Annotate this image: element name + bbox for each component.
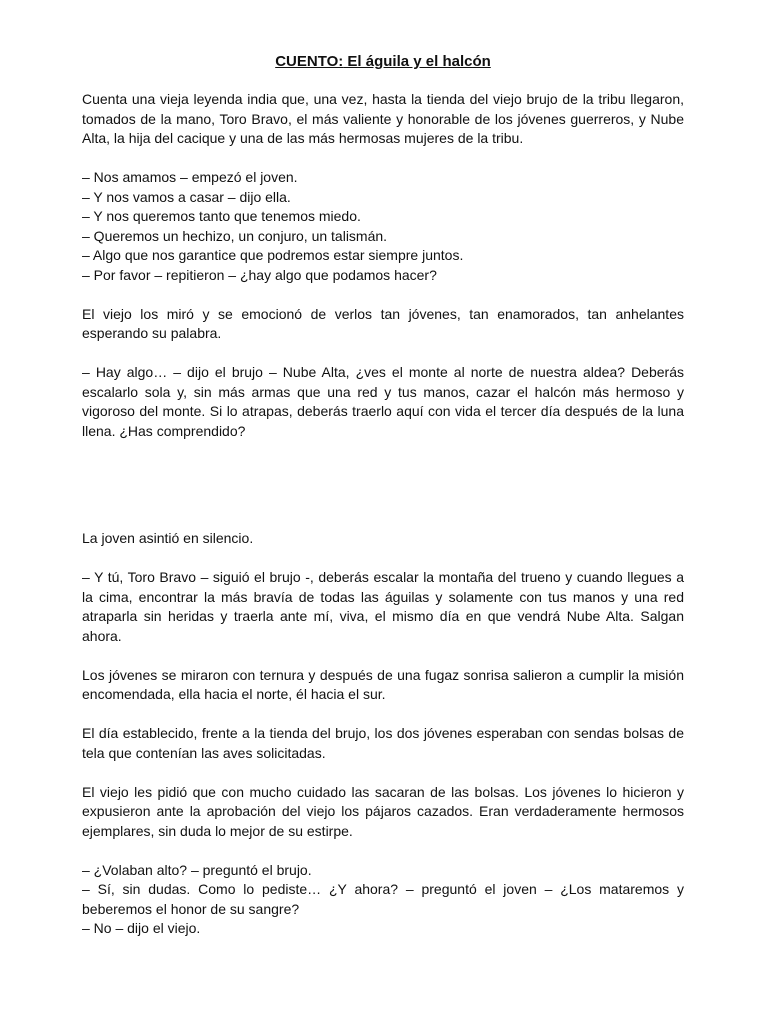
paragraph-assent: La joven asintió en silencio.: [82, 530, 254, 546]
dialogue-line: – Y nos vamos a casar – dijo ella.: [82, 188, 291, 205]
paragraph-birds: El viejo les pidió que con mucho cuidado las sacaran de las bolsas. Los jóvenes lo hicieron y expusieron ante la aprobación del viejo los pájaros cazados. Eran verdaderamente hermosos ejemplares, sin duda lo mejor de su estirpe.: [82, 783, 684, 839]
dialogue-line: – Sí, sin dudas. Como lo pediste… ¿Y ahora? – preguntó el joven – ¿Los mataremos y beberemos el honor de su sangre?: [82, 881, 684, 917]
dialogue-line: – Queremos un hechizo, un conjuro, un talismán.: [82, 227, 388, 244]
paragraph-departure: Los jóvenes se miraron con ternura y después de una fugaz sonrisa salieron a cumplir la misión encomendada, ella hacia el norte, él hacia el sur.: [82, 666, 684, 702]
paragraph-brujo-instruction: – Hay algo… – dijo el brujo – Nube Alta, ¿ves el monte al norte de nuestra aldea? Deberás escalarlo sola y, sin más armas que una red y tus manos, cazar el halcón más hermoso y vigoroso del monte. Si lo atrapas, deberás traerlo aquí con vida el tercer día después de la luna llena. ¿Has comprendido?: [82, 364, 684, 439]
paragraph-toro-bravo: – Y tú, Toro Bravo – siguió el brujo -, deberás escalar la montaña del trueno y cuando llegues a la cima, encontrar la más bravía de todas las águilas y solamente con tus manos y una red atraparla sin heridas y traerla ante mí, viva, el mismo día en que vendrá Nube Alta. Salgan ahora.: [82, 569, 684, 644]
title-prefix: CUENTO:: [275, 53, 344, 70]
paragraph-intro: Cuenta una vieja leyenda india que, una vez, hasta la tienda del viejo brujo de la tribu llegaron, tomados de la mano, Toro Bravo, el más valiente y honorable de los jóvenes guerreros, y Nube Alta, la hija del cacique y una de las más hermosas mujeres de la tribu.: [82, 91, 684, 146]
dialogue-line: – ¿Volaban alto? – preguntó el brujo.: [82, 861, 312, 878]
dialogue-line: – Por favor – repitieron – ¿hay algo que podamos hacer?: [82, 266, 437, 283]
dialogue-block-2: [82, 861, 684, 939]
dialogue-line: – Nos amamos – empezó el joven.: [82, 169, 298, 185]
title-text: El águila y el halcón: [343, 53, 491, 70]
paragraph-old-man: El viejo los miró y se emocionó de verlos tan jóvenes, tan enamorados, tan anhelantes esperando su palabra.: [82, 305, 684, 341]
paragraph-return: El día establecido, frente a la tienda del brujo, los dos jóvenes esperaban con sendas bolsas de tela que contenían las aves solicitadas.: [82, 725, 684, 761]
dialogue-line: – Algo que nos garantice que podremos estar siempre juntos.: [82, 247, 464, 263]
dialogue-line: – No – dijo el viejo.: [82, 920, 201, 936]
dialogue-block-1: [82, 168, 684, 285]
dialogue-line: – Y nos queremos tanto que tenemos miedo.: [82, 208, 361, 224]
document-title: [82, 52, 684, 71]
